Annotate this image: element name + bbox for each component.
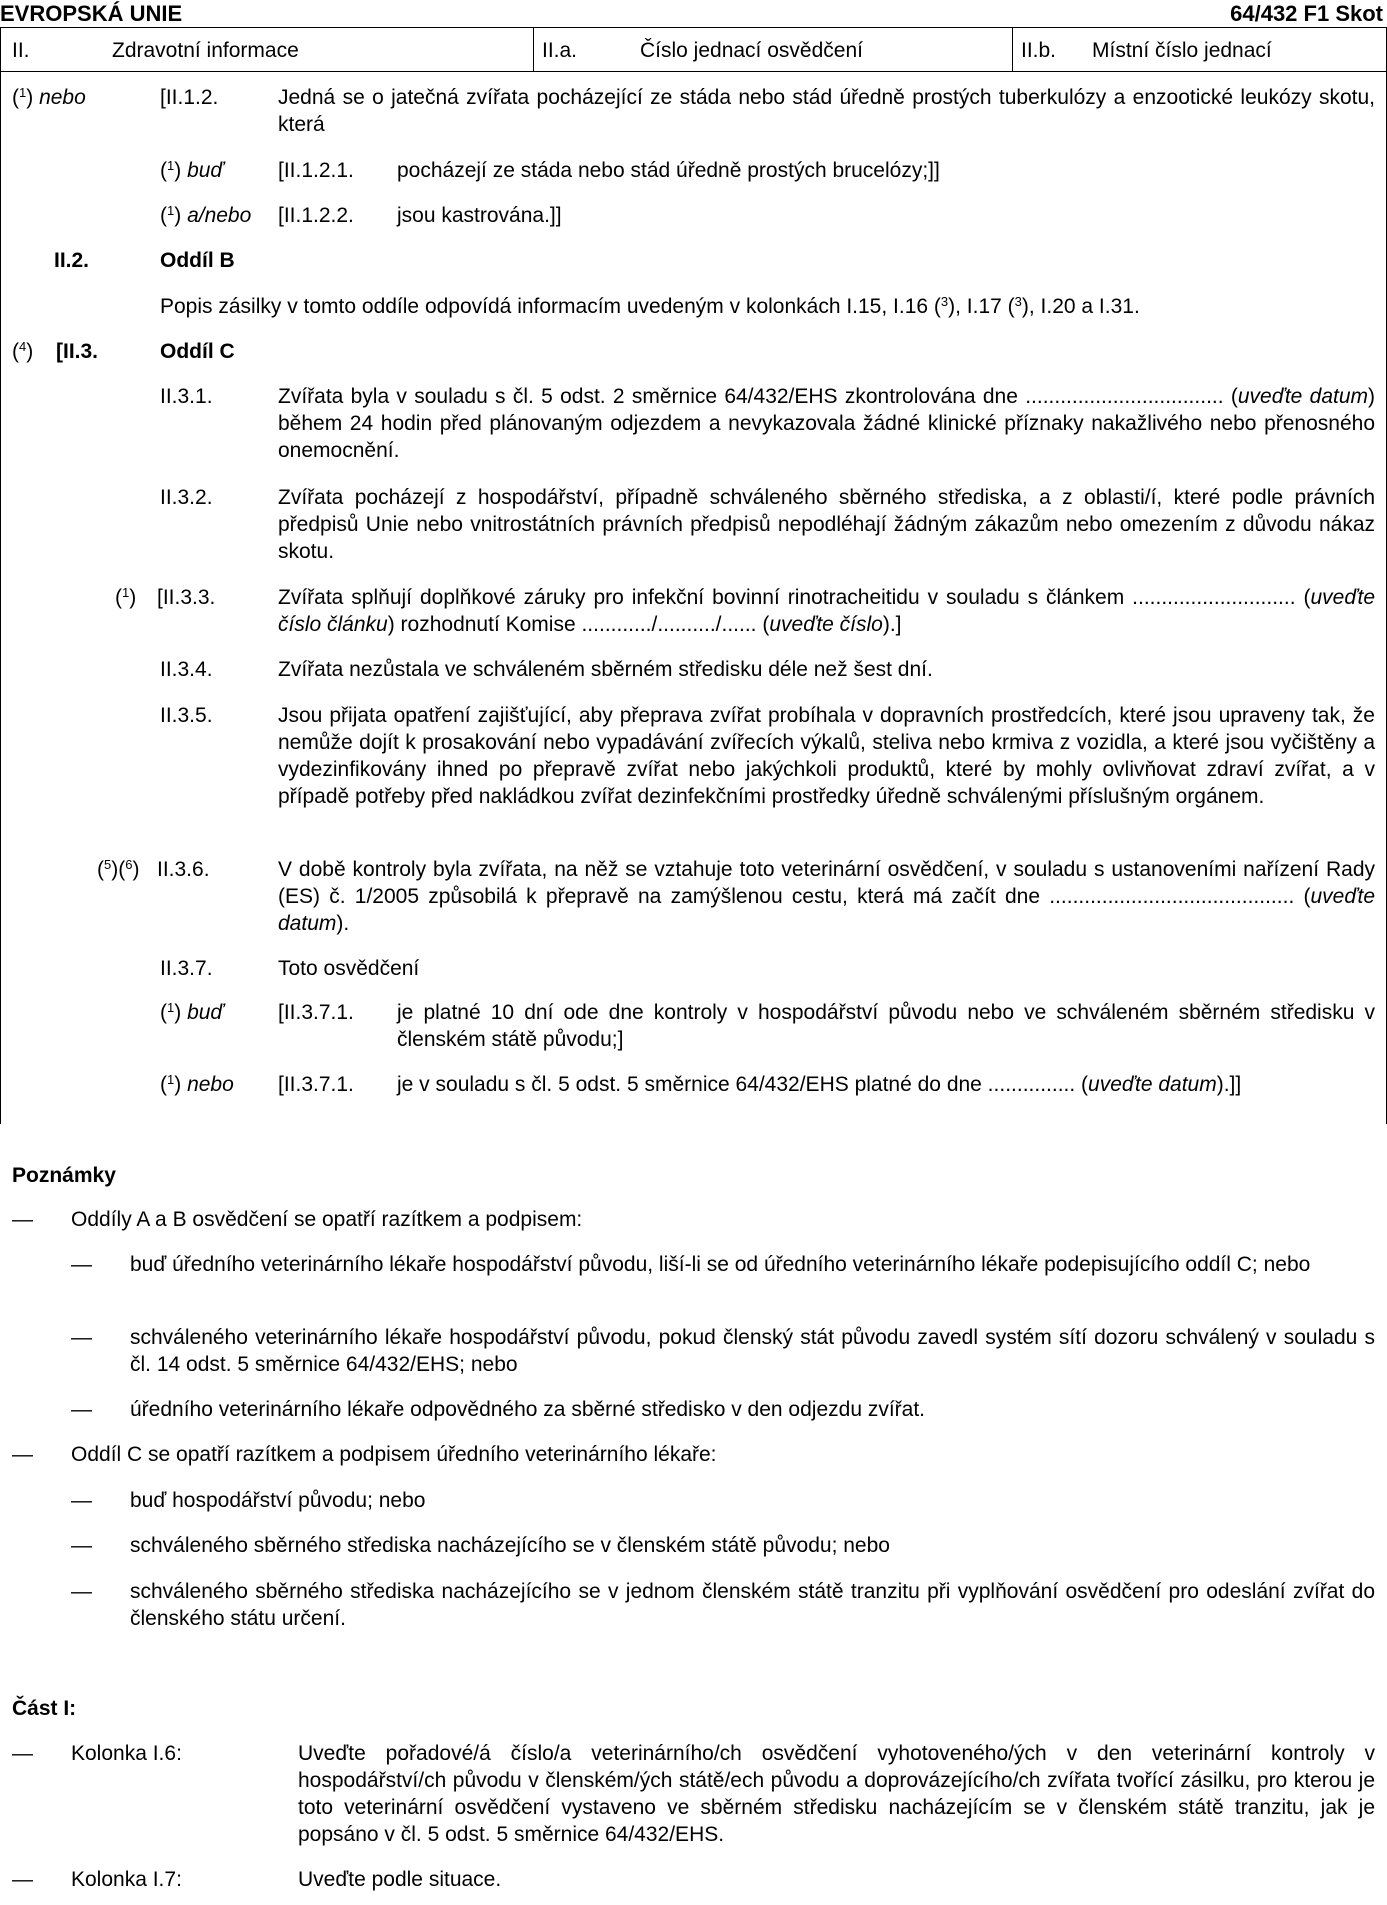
footnote-prefix: ($^5$)($^6$) bbox=[97, 857, 140, 881]
dash-bullet: — bbox=[71, 1489, 92, 1512]
header-divider-1 bbox=[533, 27, 534, 72]
header-cell-num: II.a. bbox=[542, 39, 578, 62]
paragraph: Zvířata pocházejí z hospodářství, případně schváleného sběrného střediska, a z oblasti/í, které podle právních předpisů Unie nebo vnitrostátních právních předpisů nepodléhají žádným zákazům nebo omezením z důvodu nákaz skotu. bbox=[278, 486, 1375, 563]
footnote-prefix: ($^4$) bbox=[12, 339, 34, 363]
paragraph: Zvířata nezůstala ve schváleném sběrném středisku déle než šest dní. bbox=[278, 658, 933, 681]
section-number: [II.1.2.2. bbox=[278, 204, 354, 227]
paragraph: je v souladu s čl. 5 odst. 5 směrnice 64/432/EHS platné do dne ............... (uveďte datum).]] bbox=[397, 1073, 1242, 1096]
dash-bullet: — bbox=[12, 1443, 33, 1466]
section-number: II.3.7. bbox=[160, 957, 213, 980]
section-number: [II.3.3. bbox=[157, 586, 216, 609]
paragraph: Jsou přijata opatření zajišťující, aby přeprava zvířat probíhala v dopravních prostředcích, které jsou upraveny tak, že nemůže dojít k prosakování nebo vypadávání zvířecích výkalů, steliva nebo krmiva z vozidla, a které jsou vyčištěny a vydezinfikovány ihned po přepravě zvířat nebo jakýchkoli produktů, které by mohly ovlivňovat zdraví zvířat, a v případě potřeby před nakládkou zvířat dezinfekčními prostředky úředně schválenými příslušným orgánem. bbox=[278, 704, 1375, 808]
field-label: Kolonka I.6: bbox=[71, 1742, 182, 1765]
section-number: II.3.1. bbox=[160, 385, 213, 408]
footnote-prefix: ($^1$) nebo bbox=[160, 1072, 234, 1096]
header-top-rule bbox=[0, 27, 1387, 28]
section-number: II.3.4. bbox=[160, 658, 213, 681]
notes-title: Poznámky bbox=[12, 1164, 116, 1187]
note-subitem: úředního veterinárního lékaře odpovědného za sběrné středisko v den odjezdu zvířat. bbox=[130, 1398, 926, 1421]
paragraph: Popis zásilky v tomto oddíle odpovídá informacím uvedeným v kolonkách I.15, I.16 ($^3$), I.17 ($^3$), I.20 a I.31. bbox=[160, 294, 1140, 318]
header-bottom-rule bbox=[0, 71, 1387, 72]
note-subitem: buď hospodářství původu; nebo bbox=[130, 1489, 426, 1512]
section-number: II.3.6. bbox=[157, 858, 210, 881]
header-cell-label: Zdravotní informace bbox=[112, 39, 299, 62]
header-divider-2 bbox=[1012, 27, 1013, 72]
note-item: Oddíly A a B osvědčení se opatří razítkem a podpisem: bbox=[71, 1208, 583, 1231]
section-title: Oddíl B bbox=[160, 249, 235, 272]
paragraph: jsou kastrována.]] bbox=[397, 204, 562, 227]
header-cell-num: II. bbox=[12, 39, 30, 62]
section-number: [II.1.2.1. bbox=[278, 159, 354, 182]
dash-bullet: — bbox=[12, 1208, 33, 1231]
dash-bullet: — bbox=[71, 1534, 92, 1557]
section-number: [II.3.7.1. bbox=[278, 1073, 354, 1096]
body-left-rule bbox=[0, 71, 1, 1124]
dash-bullet: — bbox=[71, 1580, 92, 1603]
part-title: Část I: bbox=[12, 1697, 77, 1720]
section-number: II.3.5. bbox=[160, 704, 213, 727]
footnote-prefix: ($^1$) buď bbox=[160, 1000, 224, 1024]
field-instruction: Uveďte pořadové/á číslo/a veterinárního/ch osvědčení vyhotoveného/ých v den veterinární kontroly v hospodářství/ch původu v členském/ých státě/ech původu a doprovázejícího/ch zvířata tvořící zásilku, pro kterou je toto veterinární osvědčení vystaveno ve sběrném středisku nacházejícím se v členském státě tranzitu, jak je popsáno v čl. 5 odst. 5 směrnice 64/432/EHS. bbox=[298, 1742, 1375, 1846]
header-cell-num: II.b. bbox=[1021, 39, 1057, 62]
footnote-prefix: ($^1$) a/nebo bbox=[160, 203, 252, 227]
paragraph: Jedná se o jatečná zvířata pocházející ze stáda nebo stád úředně prostých tuberkulózy a enzootické leukózy skotu, která bbox=[278, 86, 1375, 136]
section-number: [II.1.2. bbox=[160, 86, 219, 109]
dash-bullet: — bbox=[12, 1742, 33, 1765]
section-number: [II.3. bbox=[56, 340, 99, 363]
dash-bullet: — bbox=[71, 1253, 92, 1276]
section-title: Oddíl C bbox=[160, 340, 235, 363]
paragraph: Toto osvědčení bbox=[278, 957, 420, 980]
dash-bullet: — bbox=[71, 1326, 92, 1349]
note-subitem: schváleného sběrného střediska nacházejícího se v jednom členském státě tranzitu při vyplňování osvědčení pro odeslání zvířat do členského státu určení. bbox=[130, 1580, 1375, 1630]
paragraph: je platné 10 dní ode dne kontroly v hospodářství původu nebo ve schváleném sběrném středisku v členském státě původu;] bbox=[397, 1001, 1375, 1051]
header-left-rule bbox=[0, 27, 1, 72]
section-number: II.2. bbox=[54, 249, 90, 272]
footnote-prefix: ($^1$) bbox=[115, 585, 137, 609]
field-label: Kolonka I.7: bbox=[71, 1868, 182, 1891]
note-subitem: schváleného veterinárního lékaře hospodářství původu, pokud členský stát původu zavedl systém sítí dozoru schválený v souladu s čl. 14 odst. 5 směrnice 64/432/EHS; nebo bbox=[130, 1326, 1375, 1376]
field-instruction: Uveďte podle situace. bbox=[298, 1868, 502, 1891]
dash-bullet: — bbox=[71, 1398, 92, 1421]
footnote-prefix: ($^1$) nebo bbox=[12, 85, 86, 109]
note-subitem: schváleného sběrného střediska nacházejícího se v členském státě původu; nebo bbox=[130, 1534, 890, 1557]
certificate-code: 64/432 F1 Skot bbox=[1230, 1, 1383, 26]
dash-bullet: — bbox=[12, 1868, 33, 1891]
section-number: II.3.2. bbox=[160, 486, 213, 509]
header-cell-label: Místní číslo jednací bbox=[1092, 39, 1272, 62]
section-number: [II.3.7.1. bbox=[278, 1001, 354, 1024]
header-cell-label: Číslo jednací osvědčení bbox=[640, 39, 863, 62]
note-subitem: buď úředního veterinárního lékaře hospodářství původu, liší-li se od úředního veterinárního lékaře podepisujícího oddíl C; nebo bbox=[130, 1253, 1311, 1276]
footnote-prefix: ($^1$) buď bbox=[160, 158, 224, 182]
paragraph: pocházejí ze stáda nebo stád úředně prostých brucelózy;]] bbox=[397, 159, 940, 182]
paragraph: V době kontroly byla zvířata, na něž se vztahuje toto veterinární osvědčení, v souladu s ustanoveními nařízení Rady (ES) č. 1/2005 způsobilá k přepravě na zamýšlenou cestu, která má začít dne .......................................... (uveďte datum). bbox=[278, 858, 1375, 935]
page-title: EVROPSKÁ UNIE bbox=[0, 1, 183, 26]
paragraph: Zvířata byla v souladu s čl. 5 odst. 2 směrnice 64/432/EHS zkontrolována dne .................................. (uveďte datum) během 24 hodin před plánovaným odjezdem a nevykazovala žádné klinické příznaky nakažlivého nebo přenosného onemocnění. bbox=[278, 385, 1376, 462]
note-item: Oddíl C se opatří razítkem a podpisem úředního veterinárního lékaře: bbox=[71, 1443, 717, 1466]
paragraph: Zvířata splňují doplňkové záruky pro infekční bovinní rinotracheitidu v souladu s článkem ............................ (uveďte číslo článku) rozhodnutí Komise ............/........../...... (uveďte číslo).] bbox=[278, 586, 1375, 636]
